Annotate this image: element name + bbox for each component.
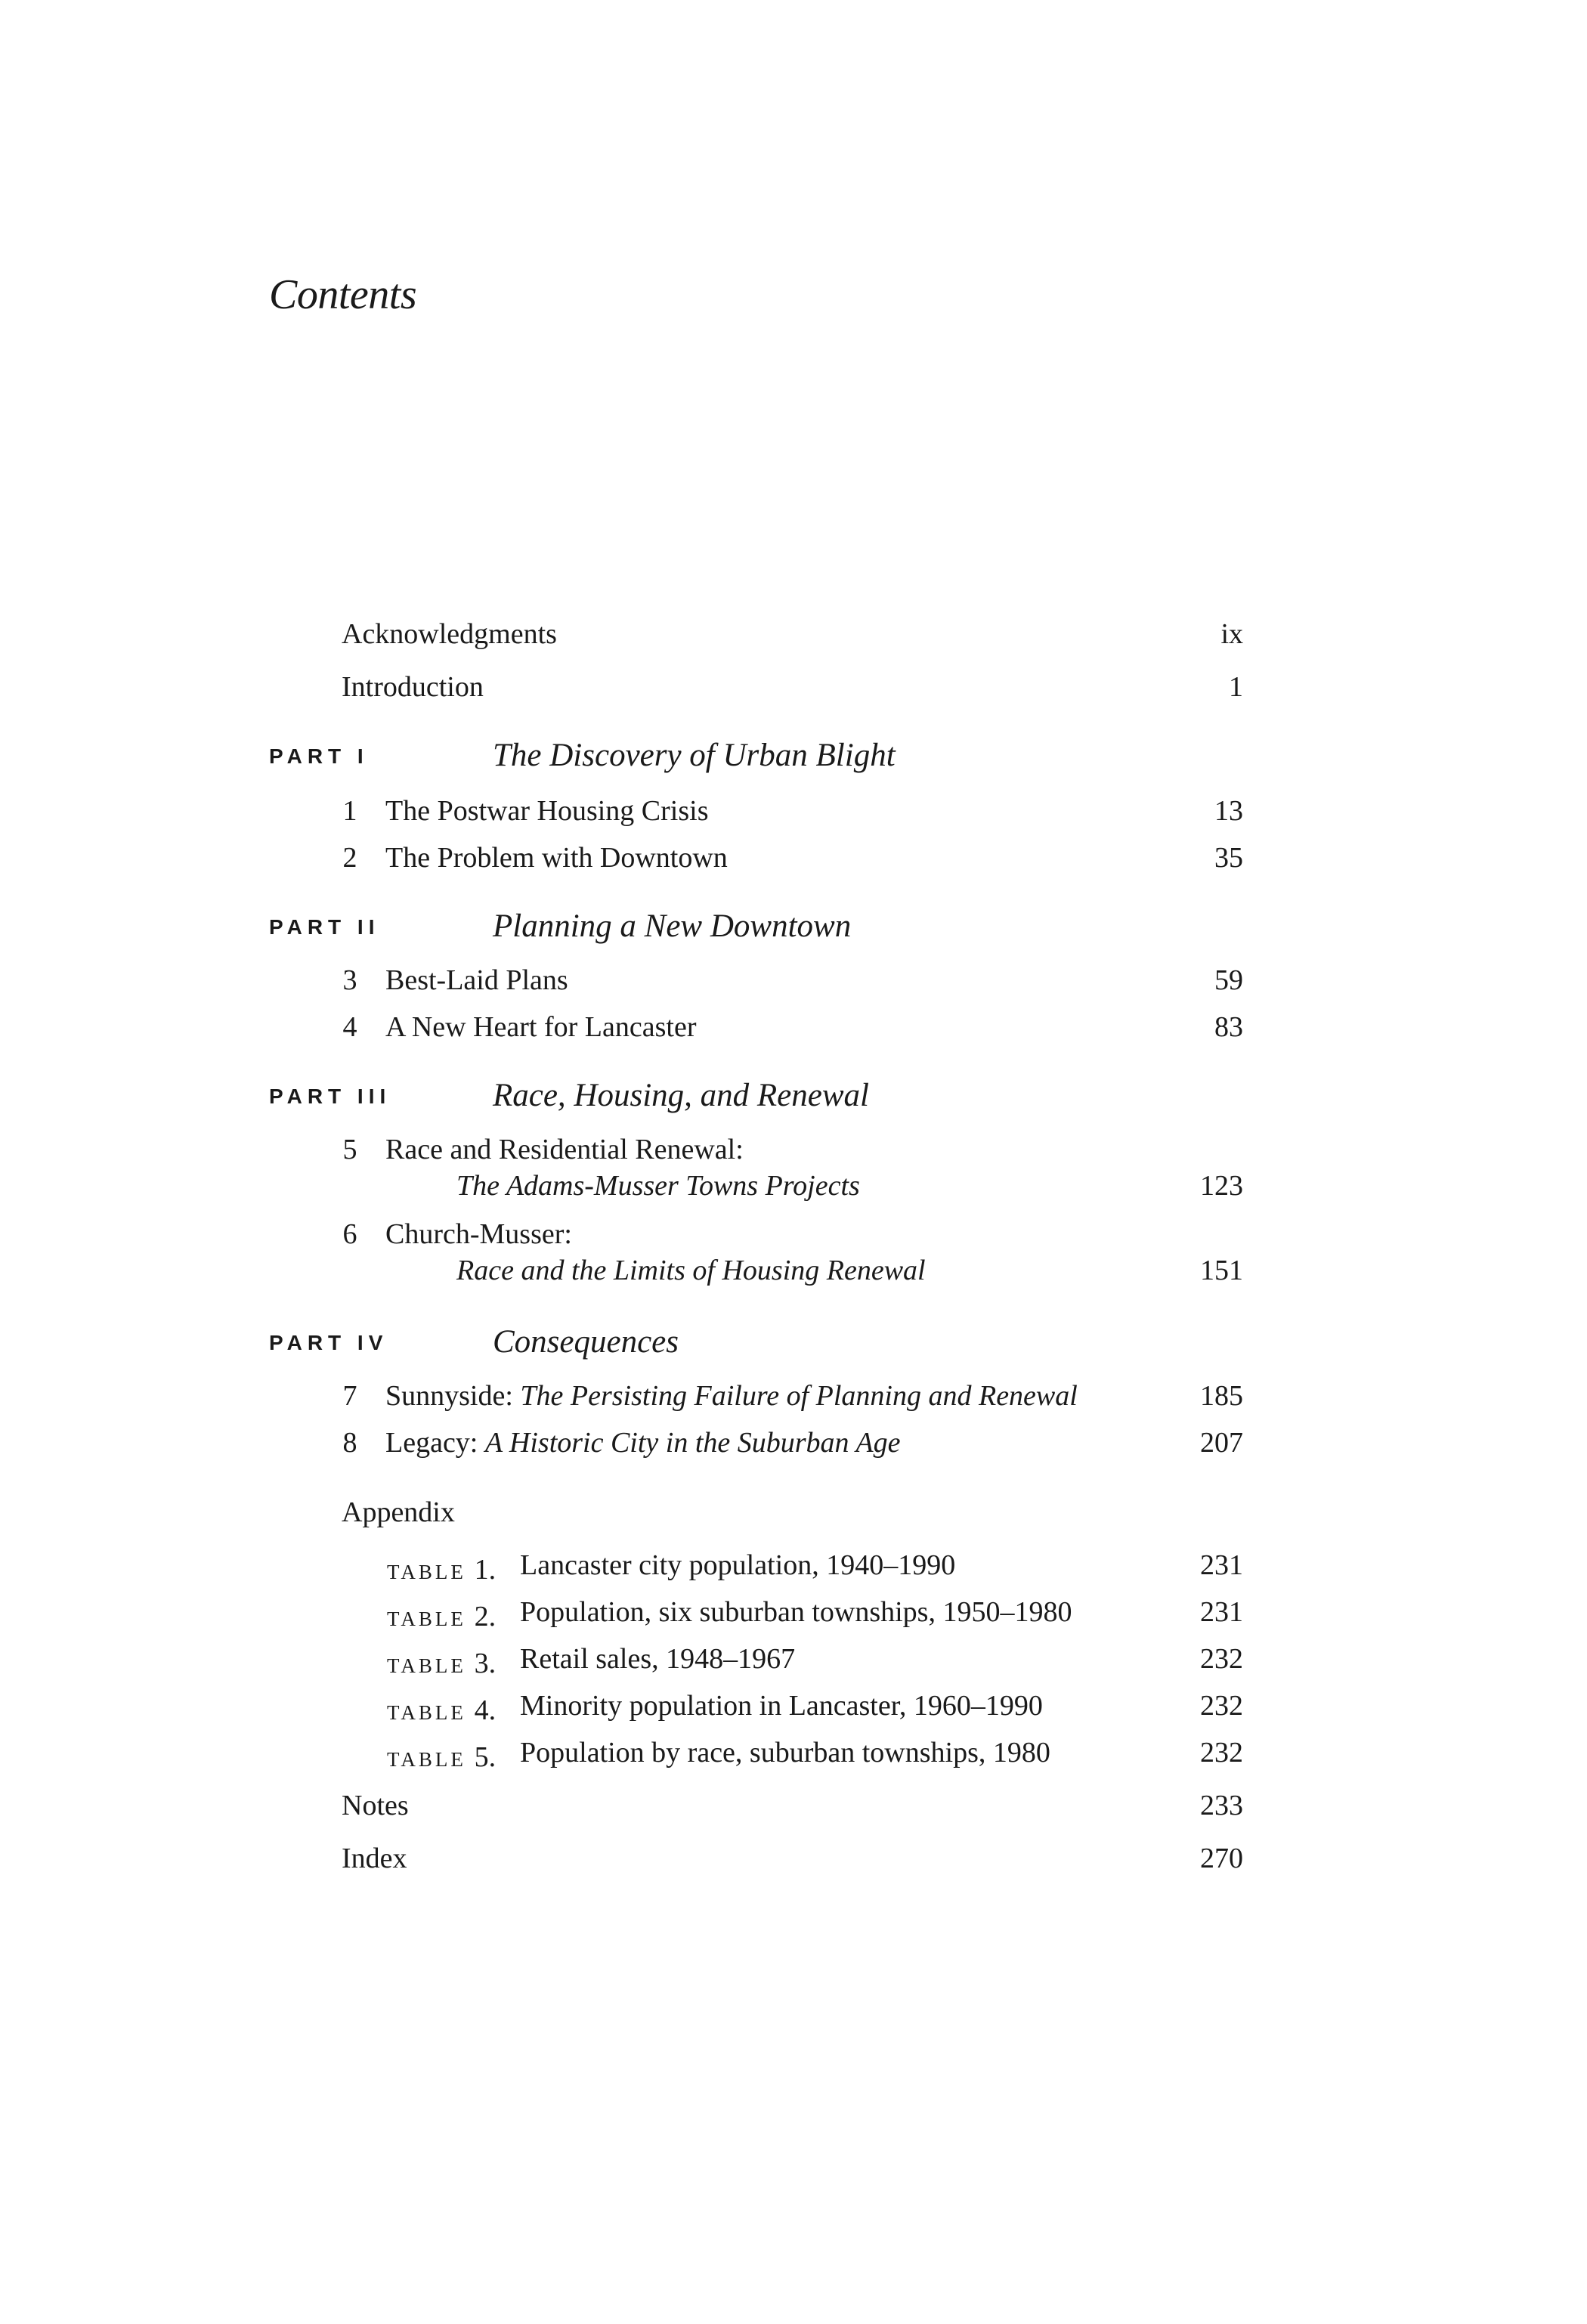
chapter-subtitle: The Persisting Failure of Planning and Renewal (520, 1380, 1078, 1412)
chapter-title: Legacy: (385, 1427, 478, 1459)
table-page: 232 (1200, 1690, 1243, 1722)
chapter-number: 1 (342, 795, 357, 827)
entry-page: 1 (1229, 671, 1243, 703)
page-title: Contents (269, 271, 417, 318)
chapter-page: 123 (1200, 1170, 1243, 1202)
chapter-title: Best-Laid Plans (385, 964, 568, 996)
chapter-title: Church-Musser: (385, 1218, 572, 1250)
entry-page: ix (1220, 618, 1243, 650)
chapter-subtitle: Race and the Limits of Housing Renewal (456, 1255, 926, 1286)
entry-title: Acknowledgments (342, 618, 557, 650)
table-page: 232 (1200, 1643, 1243, 1675)
chapter-number: 7 (342, 1380, 357, 1412)
entry-title: Notes (342, 1790, 409, 1821)
table-number: 5. (474, 1741, 497, 1773)
table-page: 232 (1200, 1737, 1243, 1769)
chapter-subtitle: A Historic City in the Suburban Age (484, 1427, 901, 1459)
chapter-title: The Problem with Downtown (385, 842, 728, 874)
chapter-page: 13 (1214, 795, 1243, 827)
part-title: Consequences (493, 1324, 679, 1360)
chapter-number: 5 (342, 1134, 357, 1165)
table-label (387, 1649, 496, 1678)
table-title: Lancaster city population, 1940–1990 (520, 1549, 956, 1581)
chapter-title-line (385, 1382, 1078, 1410)
table-word: TABLE (387, 1654, 466, 1677)
chapter-title-line (385, 1428, 900, 1457)
table-title: Population, six suburban townships, 1950–1980 (520, 1596, 1072, 1628)
table-label (387, 1696, 496, 1725)
part-title: The Discovery of Urban Blight (493, 738, 896, 773)
part-label: PART III (269, 1085, 391, 1108)
table-page: 231 (1200, 1596, 1243, 1628)
table-word: TABLE (387, 1701, 466, 1724)
table-word: TABLE (387, 1748, 466, 1771)
table-number: 3. (474, 1648, 497, 1679)
chapter-page: 83 (1214, 1011, 1243, 1043)
entry-title: Index (342, 1843, 407, 1874)
chapter-number: 2 (342, 842, 357, 874)
chapter-number: 3 (342, 964, 357, 996)
chapter-page: 35 (1214, 842, 1243, 874)
table-title: Retail sales, 1948–1967 (520, 1643, 796, 1675)
table-number: 4. (474, 1694, 497, 1726)
part-title: Race, Housing, and Renewal (493, 1078, 869, 1113)
entry-title: Introduction (342, 671, 484, 703)
table-word: TABLE (387, 1608, 466, 1630)
part-label: PART IV (269, 1331, 388, 1354)
table-number: 2. (474, 1601, 497, 1632)
table-label (387, 1743, 496, 1772)
chapter-title: Sunnyside: (385, 1380, 513, 1412)
table-page: 231 (1200, 1549, 1243, 1581)
chapter-page: 59 (1214, 964, 1243, 996)
table-word: TABLE (387, 1561, 466, 1583)
chapter-page: 207 (1200, 1427, 1243, 1459)
chapter-page: 185 (1200, 1380, 1243, 1412)
part-label: PART I (269, 744, 369, 768)
table-title: Population by race, suburban townships, 1980 (520, 1737, 1050, 1769)
part-label: PART II (269, 915, 380, 939)
chapter-number: 8 (342, 1427, 357, 1459)
table-label (387, 1555, 496, 1584)
chapter-page: 151 (1200, 1255, 1243, 1286)
entry-title: Appendix (342, 1496, 455, 1528)
chapter-number: 4 (342, 1011, 357, 1043)
chapter-subtitle: The Adams-Musser Towns Projects (456, 1170, 860, 1202)
table-title: Minority population in Lancaster, 1960–1990 (520, 1690, 1043, 1722)
chapter-title: A New Heart for Lancaster (385, 1011, 697, 1043)
table-label (387, 1602, 496, 1631)
chapter-title: Race and Residential Renewal: (385, 1134, 744, 1165)
chapter-number: 6 (342, 1218, 357, 1250)
table-number: 1. (474, 1554, 497, 1586)
entry-page: 270 (1200, 1843, 1243, 1874)
entry-page: 233 (1200, 1790, 1243, 1821)
part-title: Planning a New Downtown (493, 908, 852, 944)
chapter-title: The Postwar Housing Crisis (385, 795, 709, 827)
